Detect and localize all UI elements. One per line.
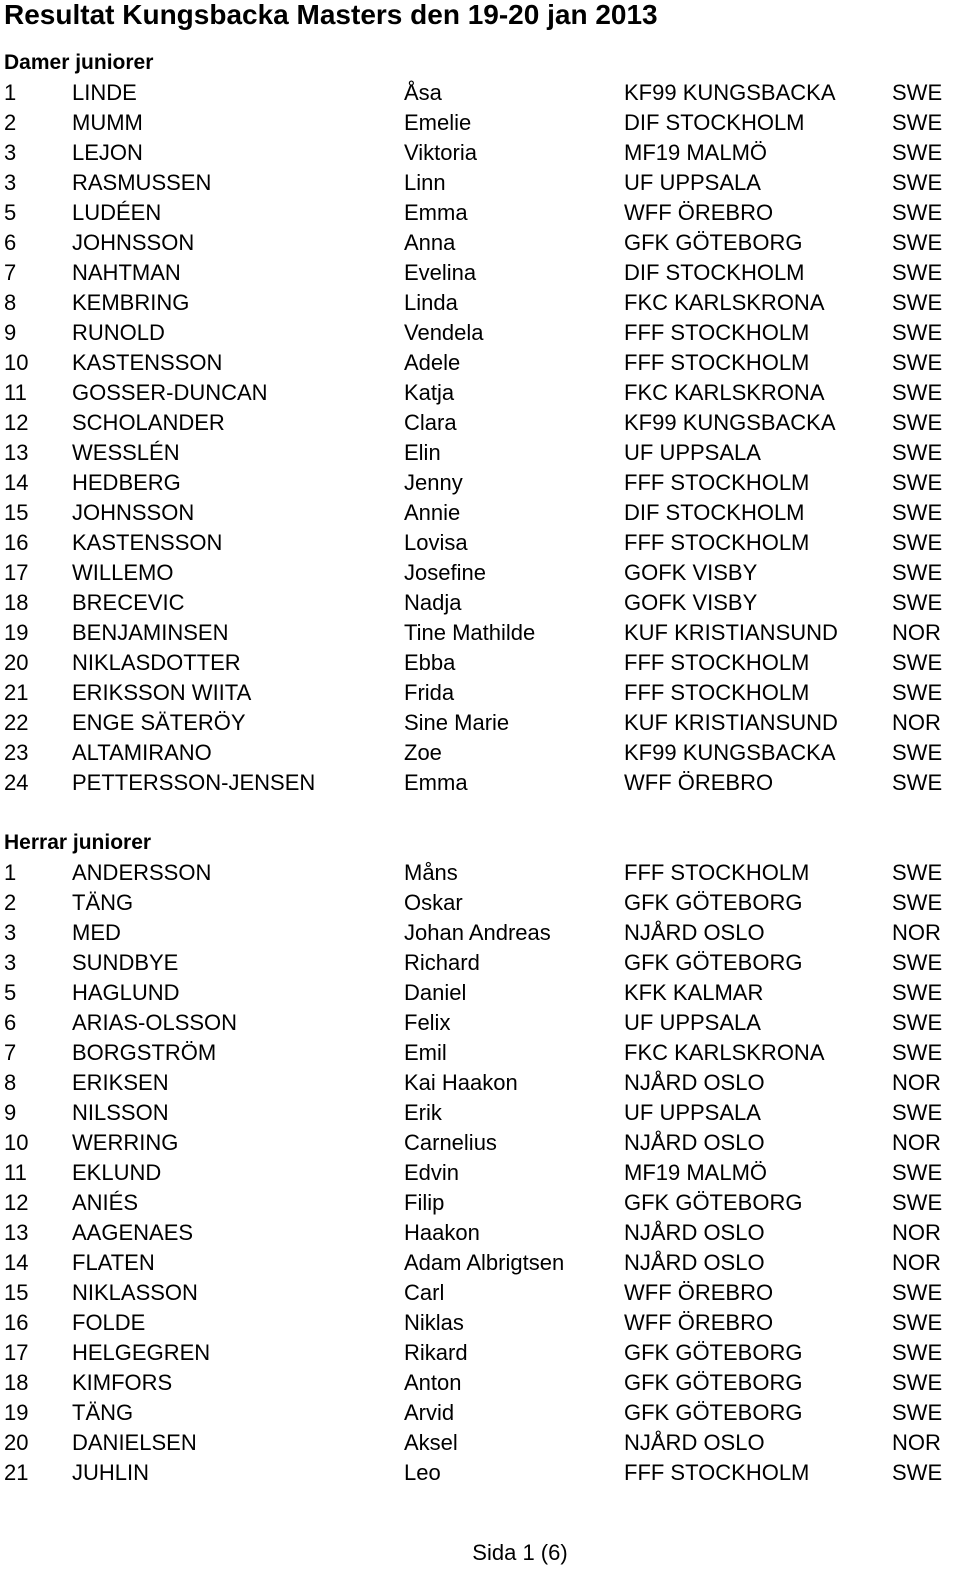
club-cell: FFF STOCKHOLM [624, 470, 810, 495]
place-cell: 17 [4, 1340, 29, 1365]
section-title: Damer juniorer [4, 51, 154, 74]
nation-cell: SWE [892, 860, 943, 885]
place-cell: 9 [4, 1100, 17, 1125]
first-name-cell: Elin [404, 440, 441, 465]
last-name-cell: HELGEGREN [72, 1340, 211, 1365]
place-cell: 24 [4, 770, 29, 795]
first-name-cell: Linda [404, 290, 458, 315]
club-cell: WFF ÖREBRO [624, 770, 774, 795]
nation-cell: SWE [892, 1160, 943, 1185]
first-name-cell: Kai Haakon [404, 1070, 518, 1095]
club-cell: NJÅRD OSLO [624, 920, 765, 945]
place-cell: 7 [4, 1040, 17, 1065]
place-cell: 3 [4, 170, 17, 195]
result-row [0, 768, 960, 798]
place-cell: 10 [4, 350, 29, 375]
place-cell: 3 [4, 140, 17, 165]
last-name-cell: AAGENAES [72, 1220, 194, 1245]
place-cell: 14 [4, 1250, 29, 1275]
first-name-cell: Josefine [404, 560, 486, 585]
place-cell: 3 [4, 920, 17, 945]
nation-cell: SWE [892, 1100, 943, 1125]
nation-cell: SWE [892, 560, 943, 585]
nation-cell: SWE [892, 1010, 943, 1035]
club-cell: FFF STOCKHOLM [624, 860, 810, 885]
place-cell: 5 [4, 980, 17, 1005]
first-name-cell: Annie [404, 500, 461, 525]
last-name-cell: ARIAS-OLSSON [72, 1010, 238, 1035]
result-row [0, 918, 960, 948]
last-name-cell: JOHNSSON [72, 500, 195, 525]
nation-cell: SWE [892, 140, 943, 165]
nation-cell: SWE [892, 680, 943, 705]
club-cell: GFK GÖTEBORG [624, 1340, 803, 1365]
place-cell: 20 [4, 1430, 29, 1455]
club-cell: KF99 KUNGSBACKA [624, 740, 836, 765]
last-name-cell: LEJON [72, 140, 143, 165]
club-cell: NJÅRD OSLO [624, 1220, 765, 1245]
first-name-cell: Linn [404, 170, 446, 195]
place-cell: 8 [4, 290, 17, 315]
last-name-cell: JOHNSSON [72, 230, 195, 255]
club-cell: NJÅRD OSLO [624, 1130, 765, 1155]
result-row [0, 318, 960, 348]
nation-cell: SWE [892, 1340, 943, 1365]
result-row [0, 258, 960, 288]
last-name-cell: KEMBRING [72, 290, 190, 315]
nation-cell: NOR [892, 1250, 941, 1275]
result-row [0, 1308, 960, 1338]
club-cell: UF UPPSALA [624, 1100, 761, 1125]
last-name-cell: MED [72, 920, 121, 945]
last-name-cell: MUMM [72, 110, 143, 135]
result-row [0, 678, 960, 708]
result-row [0, 468, 960, 498]
first-name-cell: Frida [404, 680, 455, 705]
last-name-cell: WERRING [72, 1130, 179, 1155]
place-cell: 1 [4, 860, 17, 885]
nation-cell: SWE [892, 1040, 943, 1065]
place-cell: 19 [4, 620, 29, 645]
place-cell: 15 [4, 500, 29, 525]
first-name-cell: Haakon [404, 1220, 480, 1245]
nation-cell: SWE [892, 1400, 943, 1425]
page-title: Resultat Kungsbacka Masters den 19-20 jan 2013 [4, 0, 658, 30]
nation-cell: SWE [892, 500, 943, 525]
first-name-cell: Niklas [404, 1310, 464, 1335]
club-cell: NJÅRD OSLO [624, 1070, 765, 1095]
first-name-cell: Lovisa [404, 530, 468, 555]
last-name-cell: ERIKSSON WIITA [72, 680, 252, 705]
nation-cell: SWE [892, 950, 943, 975]
last-name-cell: WILLEMO [72, 560, 174, 585]
nation-cell: NOR [892, 1430, 941, 1455]
first-name-cell: Edvin [404, 1160, 460, 1185]
result-row [0, 1098, 960, 1128]
first-name-cell: Carnelius [404, 1130, 497, 1155]
last-name-cell: TÄNG [72, 1400, 134, 1425]
first-name-cell: Carl [404, 1280, 445, 1305]
club-cell: KFK KALMAR [624, 980, 764, 1005]
first-name-cell: Nadja [404, 590, 462, 615]
first-name-cell: Anton [404, 1370, 462, 1395]
club-cell: MF19 MALMÖ [624, 140, 768, 165]
last-name-cell: RUNOLD [72, 320, 165, 345]
nation-cell: NOR [892, 1070, 941, 1095]
last-name-cell: BENJAMINSEN [72, 620, 229, 645]
last-name-cell: NIKLASDOTTER [72, 650, 241, 675]
page-footer: Sida 1 (6) [472, 1540, 568, 1565]
place-cell: 6 [4, 230, 17, 255]
first-name-cell: Vendela [404, 320, 484, 345]
place-cell: 10 [4, 1130, 29, 1155]
first-name-cell: Richard [404, 950, 480, 975]
club-cell: UF UPPSALA [624, 170, 761, 195]
first-name-cell: Emma [404, 770, 468, 795]
first-name-cell: Åsa [404, 80, 442, 105]
club-cell: DIF STOCKHOLM [624, 500, 805, 525]
last-name-cell: JUHLIN [72, 1460, 150, 1485]
nation-cell: SWE [892, 440, 943, 465]
nation-cell: SWE [892, 1280, 943, 1305]
first-name-cell: Katja [404, 380, 455, 405]
last-name-cell: DANIELSEN [72, 1430, 197, 1455]
club-cell: KUF KRISTIANSUND [624, 620, 838, 645]
nation-cell: NOR [892, 620, 941, 645]
nation-cell: NOR [892, 1220, 941, 1245]
first-name-cell: Filip [404, 1190, 445, 1215]
club-cell: KF99 KUNGSBACKA [624, 80, 836, 105]
last-name-cell: ALTAMIRANO [72, 740, 212, 765]
club-cell: DIF STOCKHOLM [624, 260, 805, 285]
result-row [0, 738, 960, 768]
result-row [0, 438, 960, 468]
section-title: Herrar juniorer [4, 831, 152, 854]
last-name-cell: FLATEN [72, 1250, 155, 1275]
first-name-cell: Jenny [404, 470, 463, 495]
nation-cell: SWE [892, 590, 943, 615]
last-name-cell: KASTENSSON [72, 530, 223, 555]
place-cell: 7 [4, 260, 17, 285]
club-cell: GFK GÖTEBORG [624, 1400, 803, 1425]
result-row [0, 1248, 960, 1278]
result-row [0, 408, 960, 438]
last-name-cell: SCHOLANDER [72, 410, 225, 435]
nation-cell: SWE [892, 110, 943, 135]
result-row [0, 168, 960, 198]
place-cell: 6 [4, 1010, 17, 1035]
club-cell: FKC KARLSKRONA [624, 290, 825, 315]
last-name-cell: HEDBERG [72, 470, 181, 495]
nation-cell: SWE [892, 530, 943, 555]
last-name-cell: PETTERSSON-JENSEN [72, 770, 316, 795]
nation-cell: SWE [892, 1310, 943, 1335]
result-row [0, 108, 960, 138]
first-name-cell: Tine Mathilde [404, 620, 536, 645]
nation-cell: SWE [892, 170, 943, 195]
first-name-cell: Emma [404, 200, 468, 225]
nation-cell: SWE [892, 740, 943, 765]
nation-cell: NOR [892, 710, 941, 735]
first-name-cell: Aksel [404, 1430, 458, 1455]
nation-cell: SWE [892, 290, 943, 315]
last-name-cell: FOLDE [72, 1310, 146, 1335]
results-section-damer-juniorer [0, 48, 960, 798]
club-cell: UF UPPSALA [624, 440, 761, 465]
first-name-cell: Leo [404, 1460, 441, 1485]
place-cell: 2 [4, 110, 17, 135]
result-row [0, 198, 960, 228]
last-name-cell: ANDERSSON [72, 860, 212, 885]
place-cell: 17 [4, 560, 29, 585]
result-row [0, 348, 960, 378]
nation-cell: SWE [892, 1370, 943, 1395]
place-cell: 14 [4, 470, 29, 495]
nation-cell: SWE [892, 890, 943, 915]
result-row [0, 558, 960, 588]
first-name-cell: Ebba [404, 650, 456, 675]
place-cell: 3 [4, 950, 17, 975]
club-cell: GOFK VISBY [624, 590, 758, 615]
result-row [0, 78, 960, 108]
place-cell: 23 [4, 740, 29, 765]
first-name-cell: Anna [404, 230, 456, 255]
nation-cell: SWE [892, 80, 943, 105]
nation-cell: SWE [892, 410, 943, 435]
last-name-cell: LUDÉEN [72, 200, 162, 225]
last-name-cell: SUNDBYE [72, 950, 179, 975]
place-cell: 1 [4, 80, 17, 105]
club-cell: FFF STOCKHOLM [624, 350, 810, 375]
last-name-cell: ANIÉS [72, 1190, 139, 1215]
place-cell: 18 [4, 1370, 29, 1395]
result-row [0, 1218, 960, 1248]
result-row [0, 1398, 960, 1428]
result-row [0, 708, 960, 738]
result-row [0, 1158, 960, 1188]
club-cell: FFF STOCKHOLM [624, 650, 810, 675]
result-row [0, 1038, 960, 1068]
place-cell: 22 [4, 710, 29, 735]
place-cell: 12 [4, 410, 29, 435]
last-name-cell: NIKLASSON [72, 1280, 198, 1305]
result-row [0, 288, 960, 318]
club-cell: FFF STOCKHOLM [624, 1460, 810, 1485]
last-name-cell: KASTENSSON [72, 350, 223, 375]
club-cell: GFK GÖTEBORG [624, 950, 803, 975]
last-name-cell: LINDE [72, 80, 137, 105]
place-cell: 12 [4, 1190, 29, 1215]
last-name-cell: TÄNG [72, 890, 134, 915]
club-cell: MF19 MALMÖ [624, 1160, 768, 1185]
place-cell: 21 [4, 680, 29, 705]
result-row [0, 378, 960, 408]
last-name-cell: KIMFORS [72, 1370, 173, 1395]
result-row [0, 588, 960, 618]
place-cell: 16 [4, 530, 29, 555]
first-name-cell: Daniel [404, 980, 467, 1005]
result-row [0, 1128, 960, 1158]
first-name-cell: Viktoria [404, 140, 477, 165]
result-row [0, 1428, 960, 1458]
place-cell: 5 [4, 200, 17, 225]
nation-cell: SWE [892, 350, 943, 375]
result-row [0, 228, 960, 258]
first-name-cell: Felix [404, 1010, 451, 1035]
place-cell: 11 [4, 1160, 27, 1185]
first-name-cell: Johan Andreas [404, 920, 551, 945]
first-name-cell: Oskar [404, 890, 463, 915]
first-name-cell: Erik [404, 1100, 442, 1125]
place-cell: 13 [4, 440, 29, 465]
last-name-cell: ERIKSEN [72, 1070, 169, 1095]
club-cell: FFF STOCKHOLM [624, 320, 810, 345]
club-cell: WFF ÖREBRO [624, 1310, 774, 1335]
last-name-cell: NILSSON [72, 1100, 169, 1125]
nation-cell: SWE [892, 320, 943, 345]
nation-cell: SWE [892, 200, 943, 225]
last-name-cell: HAGLUND [72, 980, 180, 1005]
club-cell: FKC KARLSKRONA [624, 380, 825, 405]
club-cell: GFK GÖTEBORG [624, 230, 803, 255]
result-row [0, 1068, 960, 1098]
results-section-herrar-juniorer [0, 828, 960, 1488]
result-row [0, 1458, 960, 1488]
place-cell: 21 [4, 1460, 29, 1485]
nation-cell: SWE [892, 230, 943, 255]
place-cell: 19 [4, 1400, 29, 1425]
nation-cell: NOR [892, 1130, 941, 1155]
place-cell: 18 [4, 590, 29, 615]
club-cell: GOFK VISBY [624, 560, 758, 585]
nation-cell: SWE [892, 1190, 943, 1215]
result-row [0, 888, 960, 918]
last-name-cell: ENGE SÄTERÖY [72, 710, 246, 735]
result-row [0, 648, 960, 678]
first-name-cell: Rikard [404, 1340, 468, 1365]
first-name-cell: Arvid [404, 1400, 455, 1425]
first-name-cell: Adam Albrigtsen [404, 1250, 565, 1275]
result-row [0, 498, 960, 528]
first-name-cell: Emil [404, 1040, 447, 1065]
place-cell: 8 [4, 1070, 17, 1095]
result-row [0, 978, 960, 1008]
last-name-cell: WESSLÉN [72, 440, 180, 465]
club-cell: KF99 KUNGSBACKA [624, 410, 836, 435]
place-cell: 13 [4, 1220, 29, 1245]
place-cell: 9 [4, 320, 17, 345]
result-row [0, 1008, 960, 1038]
result-row [0, 618, 960, 648]
result-row [0, 1278, 960, 1308]
place-cell: 11 [4, 380, 27, 405]
club-cell: KUF KRISTIANSUND [624, 710, 838, 735]
result-row [0, 858, 960, 888]
nation-cell: SWE [892, 650, 943, 675]
result-row [0, 1188, 960, 1218]
club-cell: UF UPPSALA [624, 1010, 761, 1035]
last-name-cell: BORGSTRÖM [72, 1040, 217, 1065]
club-cell: FFF STOCKHOLM [624, 680, 810, 705]
first-name-cell: Zoe [404, 740, 442, 765]
result-row [0, 1368, 960, 1398]
club-cell: DIF STOCKHOLM [624, 110, 805, 135]
nation-cell: SWE [892, 980, 943, 1005]
club-cell: NJÅRD OSLO [624, 1430, 765, 1455]
first-name-cell: Adele [404, 350, 461, 375]
last-name-cell: RASMUSSEN [72, 170, 212, 195]
last-name-cell: GOSSER-DUNCAN [72, 380, 268, 405]
nation-cell: NOR [892, 920, 941, 945]
first-name-cell: Evelina [404, 260, 477, 285]
result-row [0, 1338, 960, 1368]
place-cell: 15 [4, 1280, 29, 1305]
first-name-cell: Måns [404, 860, 458, 885]
club-cell: GFK GÖTEBORG [624, 1190, 803, 1215]
first-name-cell: Sine Marie [404, 710, 510, 735]
last-name-cell: BRECEVIC [72, 590, 185, 615]
club-cell: GFK GÖTEBORG [624, 1370, 803, 1395]
place-cell: 16 [4, 1310, 29, 1335]
nation-cell: SWE [892, 470, 943, 495]
last-name-cell: NAHTMAN [72, 260, 181, 285]
first-name-cell: Clara [404, 410, 457, 435]
place-cell: 2 [4, 890, 17, 915]
place-cell: 20 [4, 650, 29, 675]
last-name-cell: EKLUND [72, 1160, 162, 1185]
result-row [0, 948, 960, 978]
nation-cell: SWE [892, 1460, 943, 1485]
result-row [0, 528, 960, 558]
club-cell: WFF ÖREBRO [624, 1280, 774, 1305]
club-cell: FFF STOCKHOLM [624, 530, 810, 555]
nation-cell: SWE [892, 380, 943, 405]
result-row [0, 138, 960, 168]
club-cell: GFK GÖTEBORG [624, 890, 803, 915]
first-name-cell: Emelie [404, 110, 472, 135]
nation-cell: SWE [892, 260, 943, 285]
club-cell: FKC KARLSKRONA [624, 1040, 825, 1065]
nation-cell: SWE [892, 770, 943, 795]
club-cell: NJÅRD OSLO [624, 1250, 765, 1275]
club-cell: WFF ÖREBRO [624, 200, 774, 225]
